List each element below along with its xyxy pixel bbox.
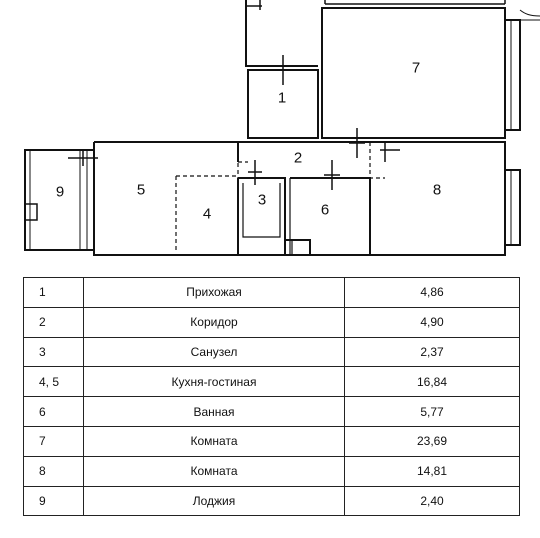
room-label-1: 1 bbox=[277, 89, 287, 107]
room-area: 23,69 bbox=[345, 426, 520, 456]
room-label-8: 8 bbox=[432, 181, 442, 199]
room-name: Комната bbox=[84, 456, 345, 486]
room-label-4: 4 bbox=[202, 205, 212, 223]
room-label-5: 5 bbox=[136, 181, 146, 199]
room-area: 2,40 bbox=[345, 486, 520, 516]
room-number: 7 bbox=[24, 426, 84, 456]
room-name: Прихожая bbox=[84, 278, 345, 308]
room-name: Кухня-гостиная bbox=[84, 367, 345, 397]
room-number: 9 bbox=[24, 486, 84, 516]
room-area: 4,86 bbox=[345, 278, 520, 308]
room-area-table bbox=[23, 277, 520, 516]
table-row bbox=[24, 397, 520, 427]
room-area: 14,81 bbox=[345, 456, 520, 486]
room-number: 3 bbox=[24, 337, 84, 367]
room-name: Ванная bbox=[84, 397, 345, 427]
room-number: 4, 5 bbox=[24, 367, 84, 397]
table-row bbox=[24, 337, 520, 367]
room-label-6: 6 bbox=[320, 201, 330, 219]
room-label-3: 3 bbox=[257, 191, 267, 209]
room-name: Комната bbox=[84, 426, 345, 456]
room-label-7: 7 bbox=[411, 59, 421, 77]
room-number: 6 bbox=[24, 397, 84, 427]
room-area: 4,90 bbox=[345, 307, 520, 337]
room-area: 16,84 bbox=[345, 367, 520, 397]
room-name: Коридор bbox=[84, 307, 345, 337]
room-label-9: 9 bbox=[55, 183, 65, 201]
room-area: 5,77 bbox=[345, 397, 520, 427]
room-label-2: 2 bbox=[293, 149, 303, 167]
room-area: 2,37 bbox=[345, 337, 520, 367]
table-row bbox=[24, 307, 520, 337]
room-name: Санузел bbox=[84, 337, 345, 367]
table-row bbox=[24, 426, 520, 456]
room-name: Лоджия bbox=[84, 486, 345, 516]
room-number: 2 bbox=[24, 307, 84, 337]
room-number: 8 bbox=[24, 456, 84, 486]
table-row bbox=[24, 278, 520, 308]
room-number: 1 bbox=[24, 278, 84, 308]
table-row bbox=[24, 486, 520, 516]
table-row bbox=[24, 456, 520, 486]
table-row bbox=[24, 367, 520, 397]
